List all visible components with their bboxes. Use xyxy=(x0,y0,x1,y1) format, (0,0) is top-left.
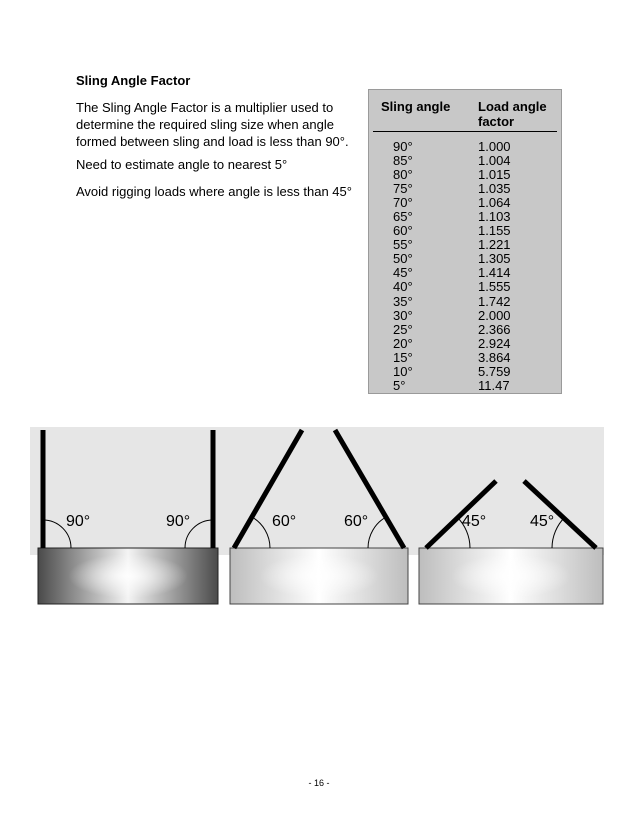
row-factor: 1.221 xyxy=(478,237,511,253)
row-factor: 1.103 xyxy=(478,209,511,225)
estimate-note: Need to estimate angle to nearest 5° xyxy=(76,157,288,172)
row-factor: 2.924 xyxy=(478,335,511,351)
label-60-right: 60° xyxy=(344,513,369,530)
row-factor: 1.742 xyxy=(478,293,511,309)
table-row xyxy=(369,168,561,182)
label-90-left: 90° xyxy=(66,513,91,530)
row-angle: 85° xyxy=(393,153,413,169)
table-row xyxy=(369,140,561,154)
row-angle: 90° xyxy=(393,139,413,154)
avoid-note: Avoid rigging loads where angle is less than 45° xyxy=(76,184,352,199)
label-60-left: 60° xyxy=(272,513,297,530)
table-row xyxy=(369,309,561,323)
row-angle: 65° xyxy=(393,209,413,225)
row-angle: 55° xyxy=(393,237,413,253)
row-factor: 2.366 xyxy=(478,321,511,337)
row-angle: 45° xyxy=(393,265,413,281)
load-glow xyxy=(68,554,188,598)
row-angle: 35° xyxy=(393,293,413,309)
row-angle: 75° xyxy=(393,181,413,197)
table-row xyxy=(369,337,561,351)
row-factor: 1.000 xyxy=(478,139,511,154)
table-rows xyxy=(369,140,561,393)
table-row xyxy=(369,266,561,280)
table-row xyxy=(369,210,561,224)
row-factor: 1.414 xyxy=(478,265,511,281)
table-row xyxy=(369,351,561,365)
header-load-angle-factor: Load angle factor xyxy=(478,99,547,129)
row-angle: 15° xyxy=(393,349,413,365)
row-factor: 3.864 xyxy=(478,349,511,365)
table-row xyxy=(369,280,561,294)
row-angle: 25° xyxy=(393,321,413,337)
table-row xyxy=(369,154,561,168)
row-angle: 70° xyxy=(393,195,413,211)
row-factor: 5.759 xyxy=(478,363,511,379)
row-factor: 1.015 xyxy=(478,167,511,183)
row-angle: 30° xyxy=(393,307,413,323)
row-angle: 20° xyxy=(393,335,413,351)
row-factor: 1.555 xyxy=(478,279,511,295)
table-row xyxy=(369,379,561,393)
label-45-left: 45° xyxy=(462,513,487,530)
row-angle: 40° xyxy=(393,279,413,295)
sling-angle-table xyxy=(368,89,562,394)
row-factor: 1.155 xyxy=(478,223,511,239)
table-row xyxy=(369,323,561,337)
table-row xyxy=(369,182,561,196)
table-row xyxy=(369,196,561,210)
row-angle: 5° xyxy=(393,377,406,393)
section-heading: Sling Angle Factor xyxy=(76,73,191,88)
table-row xyxy=(369,252,561,266)
table-row xyxy=(369,365,561,379)
load-glow xyxy=(259,554,379,598)
table-row xyxy=(369,238,561,252)
table-row xyxy=(369,224,561,238)
row-factor: 1.305 xyxy=(478,251,511,267)
header-sling-angle: Sling angle xyxy=(381,99,451,114)
row-angle: 50° xyxy=(393,251,413,267)
row-angle: 60° xyxy=(393,223,413,239)
row-angle: 10° xyxy=(393,363,413,379)
row-factor: 1.035 xyxy=(478,181,511,197)
sling-angle-diagram xyxy=(30,427,604,607)
header-divider xyxy=(373,131,557,132)
row-factor: 1.004 xyxy=(478,153,511,169)
label-45-right: 45° xyxy=(530,513,555,530)
row-factor: 2.000 xyxy=(478,307,511,323)
row-factor: 1.064 xyxy=(478,195,511,211)
intro-paragraph: The Sling Angle Factor is a multiplier used to determine the required sling size when angle formed between sling and load is less than 90°. xyxy=(76,100,349,149)
label-90-right: 90° xyxy=(166,513,191,530)
load-glow xyxy=(451,554,571,598)
page-number: - 16 - xyxy=(308,778,330,788)
table-row xyxy=(369,295,561,309)
row-angle: 80° xyxy=(393,167,413,183)
row-factor: 11.47 xyxy=(478,377,510,393)
